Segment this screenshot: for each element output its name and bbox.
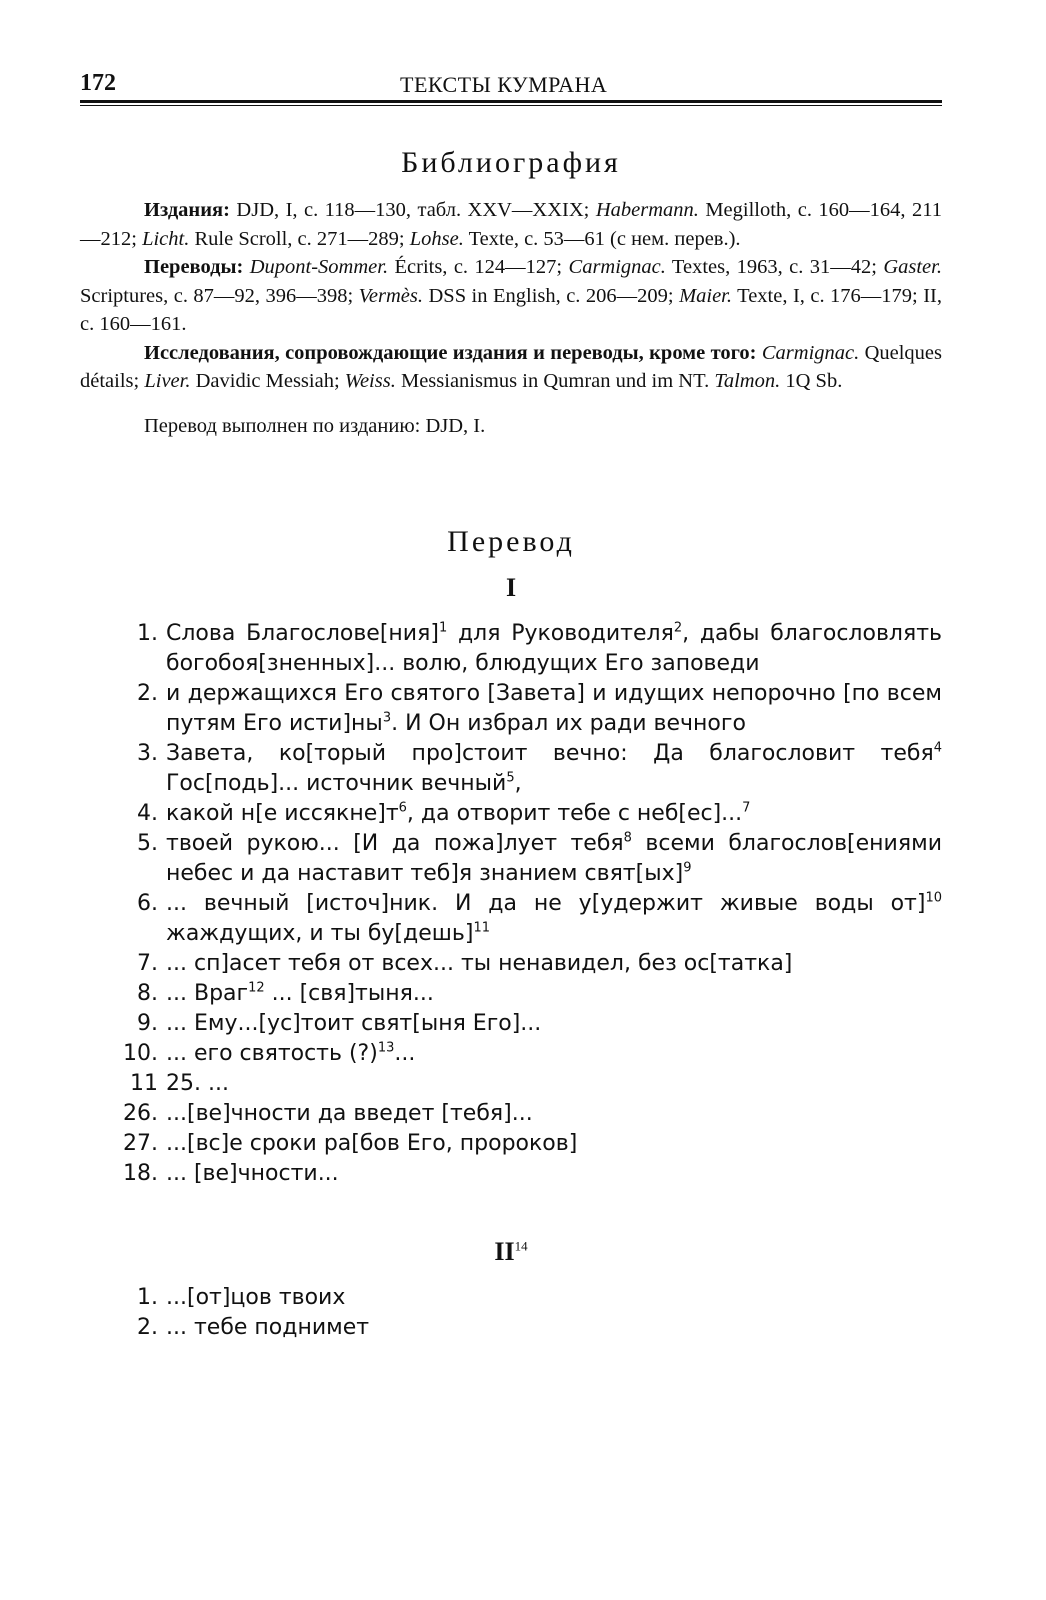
page-number: 172 — [80, 70, 116, 96]
line-number: 6. — [137, 891, 158, 916]
text-line — [80, 679, 942, 739]
line-text: ... — [394, 1041, 416, 1066]
editions-label: Издания: — [144, 199, 230, 221]
line-number: 1. — [137, 621, 158, 646]
translation-heading: Перевод — [447, 525, 575, 558]
line-text: ... вечный [источ]ник. И да не у[удержит живые воды от] — [166, 891, 926, 916]
line-number: 2. — [137, 681, 158, 706]
text-line — [80, 949, 942, 979]
text-line — [80, 889, 942, 949]
line-number: 26. — [123, 1101, 158, 1126]
author-name: Habermann. — [595, 199, 699, 221]
running-title: ТЕКСТЫ КУМРАНА — [400, 72, 608, 97]
fragment-1-lines — [80, 619, 942, 1189]
footnote-marker: 10 — [925, 890, 942, 906]
text-line — [80, 739, 942, 799]
line-text: всеми благослов[ениями небес и да наставит теб]я знанием свят[ых] — [166, 831, 942, 886]
text-line — [80, 1283, 942, 1313]
bibliography — [80, 196, 942, 440]
line-number: 11 — [130, 1071, 158, 1096]
line-text: ... сп]асет тебя от всех... ты ненавидел, без ос[татка] — [166, 951, 793, 976]
fragment-number-1: I — [505, 573, 517, 602]
line-text: ...[от]цов твоих — [166, 1285, 346, 1310]
line-number: 1. — [137, 1285, 158, 1310]
text-line — [80, 619, 942, 679]
footnote-marker: 13 — [377, 1040, 395, 1056]
author-name: Gaster. — [883, 256, 942, 278]
author-name: Carmignac. — [568, 256, 666, 278]
line-number: 7. — [137, 951, 158, 976]
line-text: ... его святость (?) — [166, 1041, 378, 1066]
line-text: ...[ве]чности да введет [тебя]... — [166, 1101, 533, 1126]
author-name: Talmon. — [714, 370, 781, 392]
studies-label: Исследования, сопровождающие издания и переводы, кроме того: — [144, 341, 757, 364]
running-head — [80, 66, 942, 100]
translation-source-note: Перевод выполнен по изданию: DJD, I. — [144, 414, 486, 437]
author-name: Maier. — [679, 284, 733, 307]
footnote-marker: 5 — [506, 770, 515, 786]
text-line — [80, 829, 942, 889]
author-name: Carmignac. — [761, 341, 860, 364]
text-line — [80, 1069, 942, 1099]
text-line — [80, 979, 942, 1009]
line-text: Гос[подь]... источник вечный — [166, 771, 507, 796]
line-text: . И Он избрал их ради вечного — [391, 711, 746, 736]
text-line — [80, 1039, 942, 1069]
line-number: 18. — [123, 1161, 158, 1186]
text-line — [80, 1129, 942, 1159]
footnote-marker: 12 — [248, 980, 265, 996]
line-text: , да отворит тебе с неб[ес]... — [406, 801, 743, 826]
line-text: какой н[е иссякне]т — [166, 801, 399, 826]
footnote-marker: 3 — [382, 710, 392, 726]
author-name: Licht. — [142, 227, 190, 250]
line-text: твоей рукою... [И да пожа]лует тебя — [166, 831, 624, 856]
text-line — [80, 799, 942, 829]
author-name: Weiss. — [344, 370, 396, 392]
line-number: 9. — [137, 1011, 158, 1036]
footnote-marker: 4 — [933, 740, 942, 756]
line-text: ... Враг — [166, 981, 249, 1006]
line-number: 5. — [137, 831, 158, 856]
editions-paragraph: Издания: DJD, I, с. 118—130, табл. XXV—XXIX; Habermann. Megilloth, с. 160—164, 211—212; Licht. Rule Scroll, с. 271—289; Lohse. Texte, с. 53—61 (с нем. перев.). — [80, 199, 942, 250]
line-text: Слова Благослове[ния] — [166, 621, 439, 646]
footnote-marker: 2 — [673, 620, 683, 636]
line-text: ... [свя]тыня... — [264, 981, 434, 1006]
text-line — [80, 1313, 942, 1343]
header-rule — [80, 100, 942, 106]
line-text: для Руководителя — [447, 621, 674, 646]
line-number: 10. — [123, 1041, 158, 1066]
bibliography-heading: Библиография — [401, 146, 621, 179]
line-number: 2. — [137, 1315, 158, 1340]
line-number: 3. — [137, 741, 158, 766]
author-name: Liver. — [144, 370, 191, 392]
line-text: , дабы благословлять богобоя[зненных]... волю, блюдущих Его заповеди — [166, 621, 943, 676]
line-text: ... тебе поднимет — [166, 1315, 370, 1340]
author-name: Dupont-Sommer. — [249, 256, 389, 278]
footnote-marker: 11 — [473, 920, 490, 936]
translations-paragraph: Переводы: Dupont-Sommer. Écrits, с. 124—127; Carmignac. Textes, 1963, с. 31—42; Gaster. Scriptures, с. 87—92, 396—398; Vermès. DSS in English, с. 206—209; Maier. Texte, I, с. 176—179; II, с. 160—161. — [80, 256, 942, 335]
line-number: 4. — [137, 801, 158, 826]
fragment-number-2: II$^{14}$ — [494, 1237, 528, 1266]
line-text: ... [ве]чности... — [166, 1161, 339, 1186]
author-name: Vermès. — [358, 284, 424, 307]
line-text: 25. ... — [166, 1071, 229, 1096]
text-line — [80, 1009, 942, 1039]
fragment-2-lines — [80, 1283, 942, 1343]
line-number: 8. — [137, 981, 158, 1006]
text-line — [80, 1099, 942, 1129]
line-text: ...[вс]е сроки ра[бов Его, пророков] — [166, 1131, 578, 1156]
translations-label: Переводы: — [144, 256, 244, 278]
footnote-marker: 1 — [438, 620, 448, 636]
line-number: 27. — [123, 1131, 158, 1156]
footnote-marker: 9 — [683, 860, 692, 876]
text-line — [80, 1159, 942, 1189]
footnote-marker: 8 — [623, 830, 632, 846]
line-text: ... Ему...[ус]тоит свят[ыня Его]... — [166, 1011, 542, 1036]
line-text: и держащихся Его святого [Завета] и идущих непорочно [по всем путям Его исти]ны — [166, 681, 942, 736]
page — [80, 66, 942, 1343]
footnote-marker: 7 — [742, 800, 751, 816]
line-text: жаждущих, и ты бу[дешь] — [166, 921, 474, 946]
line-text: , — [514, 771, 522, 796]
line-text: Завета, ко[торый про]стоит вечно: Да благословит тебя — [166, 741, 934, 766]
footnote-marker: 6 — [398, 800, 407, 816]
studies-paragraph: Исследования, сопровождающие издания и переводы, кроме того: Carmignac. Quelques détails; Liver. Davidic Messiah; Weiss. Messianismus in Qumran und im NT. Talmon. 1Q Sb. — [80, 341, 942, 392]
footnote-marker: 14 — [514, 1238, 528, 1254]
author-name: Lohse. — [409, 227, 464, 250]
